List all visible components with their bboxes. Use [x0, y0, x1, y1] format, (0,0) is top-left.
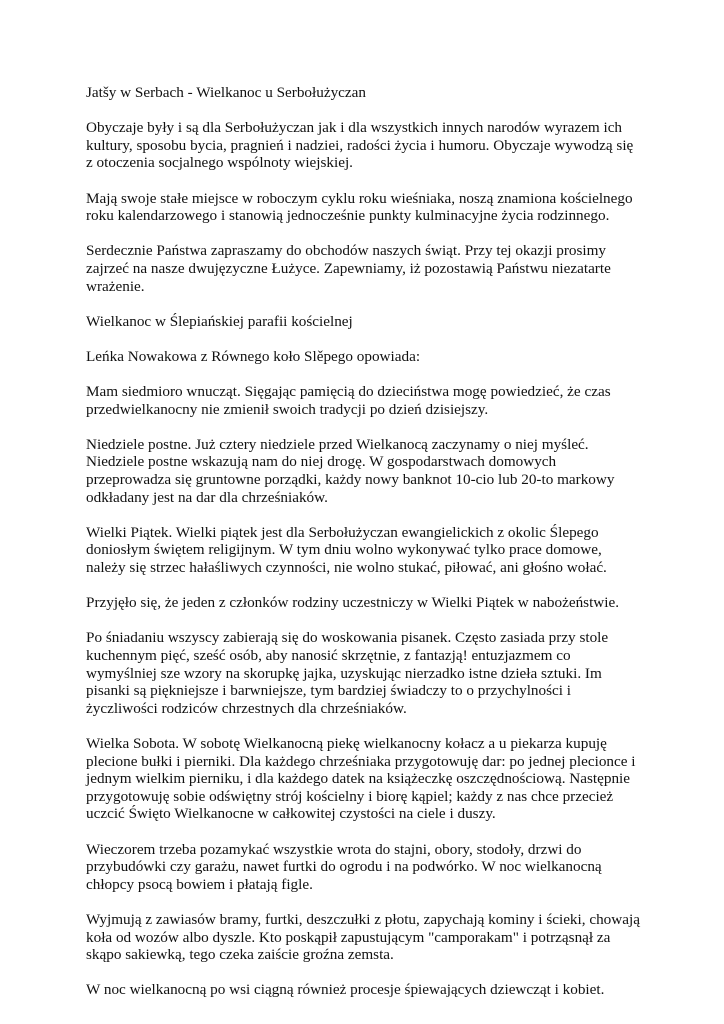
- paragraph-1: Obyczaje były i są dla Serbołużyczan jak i dla wszystkich innych narodów wyrazem ich kultury, sposobu bycia, pragnień i nadziei, radości życia i humoru. Obyczaje wywodzą się z otoczenia socjalnego wspólnoty wiejskiej.: [86, 119, 634, 172]
- paragraph-11: Wielka Sobota. W sobotę Wielkanocną piekę wielkanocny kołacz a u piekarza kupuję plecione bułki i pierniki. Dla każdego chrześniaka przygotowuję dar: po jednej plecionce i jednym wielkim pierniku, i dla każdego datek na książeczkę oszczędnościową. Następnie przygotowuję sobie odświętny strój kościelny i biorę kąpiel; każdy z nas chce przecież uczcić Święto Wielkanocne w całkowitej czystości na ciele i duszy.: [86, 734, 636, 823]
- paragraph-13: Wyjmują z zawiasów bramy, furtki, deszczułki z płotu, zapychają kominy i ścieki, chowają koła od wozów albo dyszle. Kto poskąpił zapustującym "camporakam" i potrząsnął za skąpo sakiewką, tego czeka zaiście groźna zemsta.: [86, 910, 640, 964]
- paragraph-5: Leńka Nowakowa z Równego koło Slěpego opowiada:: [86, 347, 421, 365]
- paragraph-12: Wieczorem trzeba pozamykać wszystkie wrota do stajni, obory, stodoły, drzwi do przybudówki czy garażu, nawet furtki do ogrodu i na podwórko. W noc wielkanocną chłopcy psocą bowiem i płatają figle.: [86, 840, 602, 893]
- section-heading: Wielkanoc w Ślepiańskiej parafii kościelnej: [86, 312, 353, 330]
- paragraph-8: Wielki Piątek. Wielki piątek jest dla Serbołużyczan ewangielickich z okolic Ślepego doniosłym świętem religijnym. W tym dniu wolno wykonywać tylko prace domowe, należy się strzec hałaśliwych czynności, nie wolno stukać, piłować, ani głośno wołać.: [86, 523, 607, 577]
- paragraph-10: Po śniadaniu wszyscy zabierają się do woskowania pisanek. Często zasiada przy stole kuchennym pięć, sześć osób, aby nanosić skrzętnie, z fantazją! entuzjazmem co wymyślniej sze wzory na skorupkę jajka, uzyskując nierzadko istne dzieła sztuki. Im pisanki są piękniejsze i barwniejsze, tym bardziej świadczy to o przychylności i życzliwości rodziców chrzestnych dla chrześniaków.: [86, 629, 609, 717]
- paragraph-6: Mam siedmioro wnucząt. Sięgając pamięcią do dzieciństwa mogę powiedzieć, że czas przedwielkanocny nie zmienił swoich tradycji po dzień dzisiejszy.: [86, 383, 611, 418]
- paragraph-7: Niedziele postne. Już cztery niedziele przed Wielkanocą zaczynamy o niej myśleć. Niedziele postne wskazują nam do niej drogę. W gospodarstwach domowych przeprowadza się gruntowne porządki, każdy nowy banknot 10-cio lub 20-to markowy odkładany jest na dar dla chrześniaków.: [86, 435, 615, 506]
- paragraph-14: W noc wielkanocną po wsi ciągną również procesje śpiewających dziewcząt i kobiet.: [86, 981, 605, 999]
- paragraph-3: Serdecznie Państwa zapraszamy do obchodów naszych świąt. Przy tej okazji prosimy zajrzeć na nasze dwujęzyczne Łużyce. Zapewniamy, iż pozostawią Państwu niezatarte wrażenie.: [86, 242, 611, 295]
- document-title: Jatšy w Serbach - Wielkanoc u Serbołużyczan: [86, 84, 366, 101]
- paragraph-9: Przyjęło się, że jeden z członków rodziny uczestniczy w Wielki Piątek w nabożeństwie.: [86, 594, 620, 612]
- paragraph-2: Mają swoje stałe miejsce w roboczym cyklu roku wieśniaka, noszą znamiona kościelnego roku kalendarzowego i stanowią jednocześnie punkty kulminacyjne życia rodzinnego.: [86, 189, 633, 225]
- document-body: [86, 84, 642, 1016]
